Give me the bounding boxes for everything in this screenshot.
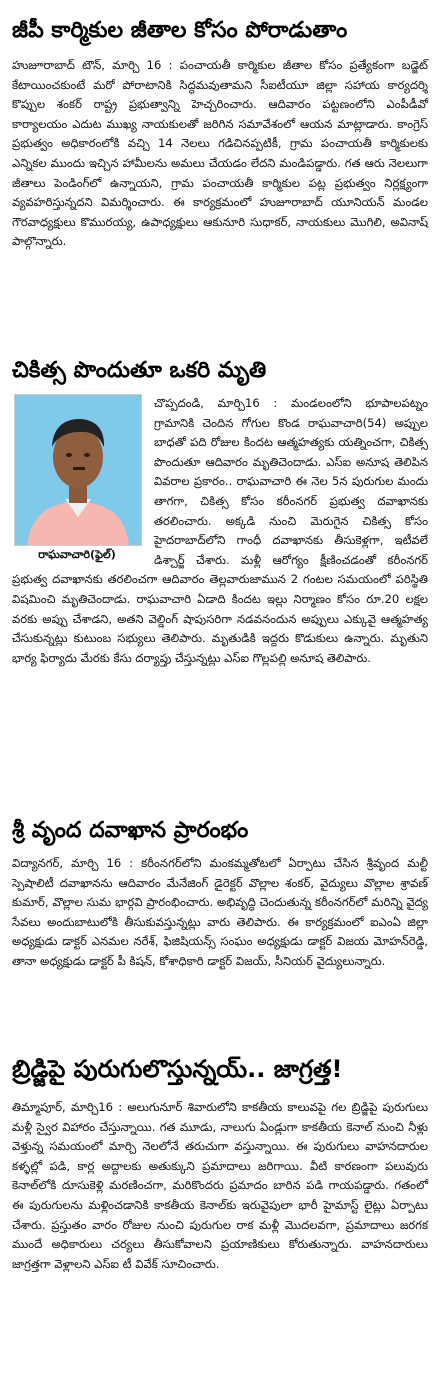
article-body: విద్యానగర్, మార్చి 16 : కరీంనగర్‌లోని మంకమ్మతోటలో ఏర్పాటు చేసిన శ్రీవృంద మల్టీ స్పెషాలిటీ దవాఖానను ఆదివారం మేనేజింగ్ డైరెక్టర్ వొల్లాల శంకర్, వైద్యులు వొల్లాల శ్రావణ్ కుమార్, వొల్లాల సుమ భార్గవి ప్రారంభించారు. అభివృద్ధి చెందుతున్న కరీంనగర్‌లో మరిన్ని వైద్య సేవలు అందుబాటులోకి తీసుకువస్తున్నట్లు వారు తెలిపారు. ఈ కార్యక్రమంలో ఐఎంఏ జిల్లా అధ్యక్షుడు డాక్టర్ ఎనమల నరేశ్, ఫిజిషియన్స్ సంఘం అధ్యక్షుడు డాక్టర్ విజయ మోహన్‌రెడ్డి, తానా అధ్యక్షుడు డాక్టర్ పీ కిషన్, కోశాధికారి డాక్టర్ విజయ్, సీనియర్ వైద్యులున్నారు. xyxy=(12,856,428,968)
article-hospital-opening xyxy=(12,818,428,972)
portrait-photo xyxy=(14,394,142,546)
article-death-during-treatment xyxy=(12,358,428,668)
headline: శ్రీ వృంద దవాఖాన ప్రారంభం xyxy=(12,818,249,843)
article-body: హుజూరాబాద్ టౌన్, మార్చి 16 : పంచాయతీ కార్మికుల జీతాల కోసం ప్రత్యేకంగా బడ్జెట్ కేటాయించకుంటే మరో పోరాటానికి సిద్ధమవుతామని సీఐటీయూ జిల్లా సహాయ కార్యదర్శి కొప్పుల శంకర్ రాష్ట్ర ప్రభుత్వాన్ని హెచ్చరించారు. ఆదివారం పట్టణంలోని ఎంపీడీవో కార్యాలయం ఎదుట ముఖ్య నాయకులతో జరిగిన సమావేశంలో ఆయన మాట్లాడారు. కాంగ్రెస్ ప్రభుత్వం అధికారంలోకి వచ్చి 14 నెలలు గడిచినప్పటికీ, గ్రామ పంచాయతీ కార్మికులకు ఎన్నికల ముందు ఇచ్చిన హామీలను అమలు చేయడం లేదని మండిపడ్డారు. గత ఆరు నెలలుగా జీతాలు పెండింగ్‌లో ఉన్నాయని, గ్రామ పంచాయతీ కార్మికుల పట్ల ప్రభుత్వం నిర్లక్ష్యంగా వ్యవహరిస్తున్నదని విమర్శించారు. ఈ కార్యక్రమంలో హుజూరాబాద్ యూనియన్ మండల గౌరవాధ్యక్షులు కొమురయ్య, ఉపాధ్యక్షులు ఆకునూరి సుధాకర్, నాయకులు మొగిలి, అవినాష్ పాల్గొన్నారు. xyxy=(12,58,428,249)
photo-caption: రాఘవాచారి(ఫైల్) xyxy=(38,548,116,561)
headline: బ్రిడ్జిపై పురుగులొస్తున్నయ్.. జాగ్రత్త! xyxy=(12,1056,343,1083)
article-body: చొప్పదండి, మార్చి16 : మండలంలోని భూపాలపట్నం గ్రామానికి చెందిన గోగుల కొండ రాఘవాచారి(54) అప్పుల బాధతో పది రోజుల కిందట ఆత్మహత్యకు యత్నించగా, చికిత్స పొందుతూ ఆదివారం మృతిచెందాడు. ఎస్ఐ అనూష తెలిపిన వివరాల ప్రకారం.. రాఘవాచారి ఈ నెల 5న పురుగుల మందు తాగగా, చికిత్స కోసం కరీంనగర్ ప్రభుత్వ దవాఖానకు తరలించారు. అక్కడి నుంచి మెరుగైన చికిత్స కోసం హైదరాబాద్‌లోని గాంధీ దవాఖానకు తీసుకెళ్లగా, ఇటీవలే డిశ్చార్జ్ చేశారు. మళ్లీ ఆరోగ్యం క్షీణించడంతో కరీంనగర్ ప్రభుత్వ దవాఖానకు తరలించగా ఆదివారం తెల్లవారుజామున 2 గంటల సమయంలో పరిస్థితి విషమించి మృతిచెందాడు. రాఘవాచారి ఏడాది కిందట ఇల్లు నిర్మాణం కోసం రూ.20 లక్షల వరకు అప్పు చేశాడని, అతని వెల్డింగ్ షాపుసరిగా నడవనందున అప్పులు ఎక్కువై ఆత్మహత్య చేసుకున్నట్లు కుటుంబ సభ్యులు తెలిపారు. మృతుడికి ఇద్దరు కొడుకులు ఉన్నారు. మృతుని భార్య ఫిర్యాదు మేరకు కేసు దర్యాప్తు చేస్తున్నట్లు ఎస్ఐ గొల్లపల్లి అనూష తెలిపారు. xyxy=(12,396,428,665)
photo-block xyxy=(14,394,146,564)
article-gp-workers xyxy=(12,18,428,252)
article-bridge-insects xyxy=(12,1056,428,1274)
article-body: తిమ్మాపూర్, మార్చి16 : అలుగునూర్ శివారులోని కాకతీయ కాలువపై గల బ్రిడ్జిపై పురుగులు మళ్లీ స్వైర విహారం చేస్తున్నాయి. గత మూడు, నాలుగు ఏండ్లుగా కాకతీయ కెనాల్ నుంచి నీళ్లు వెళ్తున్న సమయంలో మార్చి నెలలోనే తరుచుగా వస్తున్నాయి. ఈ పురుగులు వాహనదారుల కళ్ళల్లో పడి, కార్ల అద్దాలకు అతుక్కుని ప్రమాదాలు జరిగాయి. వీటి కారణంగా పలువురు కెనాల్‌లోకి దూసుకెళ్లి మరణించగా, మరికొందరు ప్రమాదం బారిన పడి గాయపడ్డారు. గతంలో ఈ పురుగులను మళ్లించడానికి కాకతీయ కెనాల్‌కు ఇరువైపులా భారీ హైమాస్ట్ లైట్లు ఏర్పాటు చేశారు. ప్రస్తుతం వారం రోజుల నుంచి పురుగుల రాక మళ్లీ మొదలవగా, ప్రమాదాలు జరగక ముందే అధికారులు చర్యలు తీసుకోవాలని ప్రయాణికులు కోరుతున్నారు. వాహనదారులు జాగ్రత్తగా వెళ్లాలని ఎస్ఐ టీ వివేక్ సూచించారు. xyxy=(12,1100,428,1271)
headline: చికిత్స పొందుతూ ఒకరి మృతి xyxy=(12,358,267,383)
headline: జీపీ కార్మికుల జీతాల కోసం పోరాడుతాం xyxy=(12,18,348,43)
portrait-illustration xyxy=(15,395,141,545)
